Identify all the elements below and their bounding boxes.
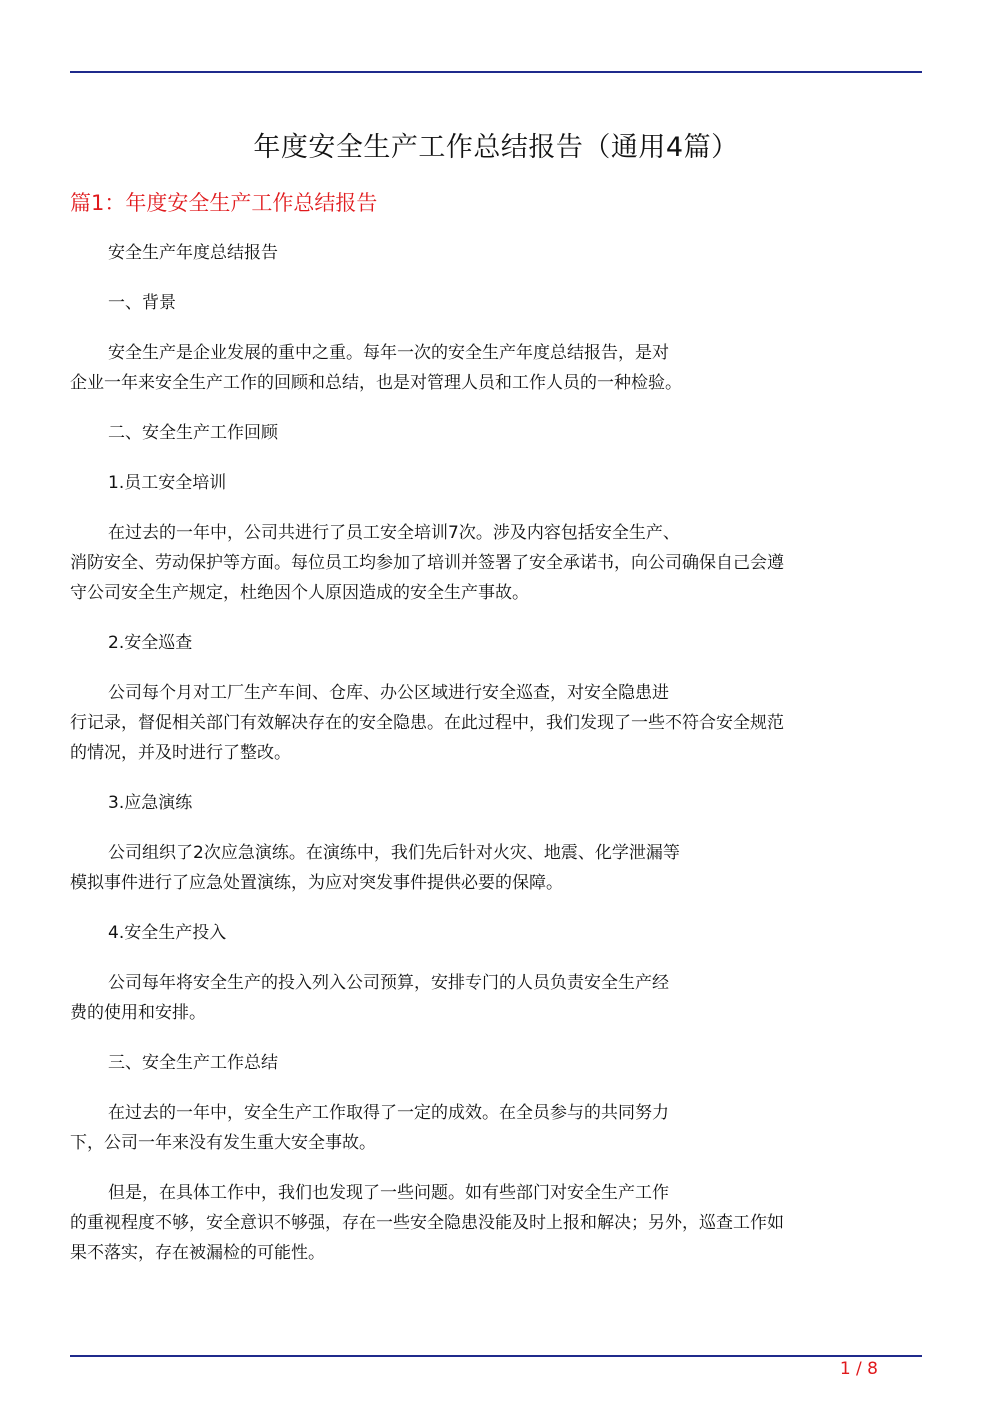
paragraph — [70, 838, 922, 898]
paragraph — [70, 968, 922, 1028]
paragraph-line: 模拟事件进行了应急处置演练，为应对突发事件提供必要的保障。 — [70, 873, 563, 893]
paragraph — [70, 468, 922, 498]
paragraph-line: 在过去的一年中，安全生产工作取得了一定的成效。在全员参与的共同努力 — [108, 1103, 669, 1123]
paragraph-line: 企业一年来安全生产工作的回顾和总结，也是对管理人员和工作人员的一种检验。 — [70, 373, 682, 393]
paragraph — [70, 918, 922, 948]
paragraph-line: 在过去的一年中，公司共进行了员工安全培训7次。涉及内容包括安全生产、 — [108, 523, 680, 543]
paragraph-line: 消防安全、劳动保护等方面。每位员工均参加了培训并签署了安全承诺书，向公司确保自己会遵 — [70, 553, 784, 573]
paragraph — [70, 238, 922, 268]
paragraph-line: 1.员工安全培训 — [108, 473, 227, 493]
paragraph-line: 一、背景 — [108, 293, 176, 313]
paragraph-line: 公司每年将安全生产的投入列入公司预算，安排专门的人员负责安全生产经 — [108, 973, 669, 993]
paragraph-line: 2.安全巡查 — [108, 633, 193, 653]
page-number: 1 / 8 — [839, 1359, 878, 1379]
paragraph-line: 但是，在具体工作中，我们也发现了一些问题。如有些部门对安全生产工作 — [108, 1183, 669, 1203]
paragraph-line: 公司每个月对工厂生产车间、仓库、办公区域进行安全巡查，对安全隐患进 — [108, 683, 669, 703]
footer-rule — [70, 1355, 922, 1357]
document-body — [70, 238, 922, 1288]
paragraph — [70, 1178, 922, 1268]
paragraph-line: 下，公司一年来没有发生重大安全事故。 — [70, 1133, 376, 1153]
paragraph — [70, 418, 922, 448]
paragraph — [70, 628, 922, 658]
paragraph-line: 公司组织了2次应急演练。在演练中，我们先后针对火灾、地震、化学泄漏等 — [108, 843, 680, 863]
paragraph-line: 费的使用和安排。 — [70, 1003, 206, 1023]
document-title: 年度安全生产工作总结报告（通用4篇） — [253, 132, 739, 163]
paragraph-line: 3.应急演练 — [108, 793, 193, 813]
paragraph — [70, 1098, 922, 1158]
paragraph — [70, 788, 922, 818]
paragraph-line: 果不落实，存在被漏检的可能性。 — [70, 1243, 325, 1263]
header-rule — [70, 71, 922, 73]
paragraph — [70, 678, 922, 768]
paragraph-line: 安全生产是企业发展的重中之重。每年一次的安全生产年度总结报告，是对 — [108, 343, 669, 363]
paragraph-line: 行记录，督促相关部门有效解决存在的安全隐患。在此过程中，我们发现了一些不符合安全规范 — [70, 713, 784, 733]
paragraph-line: 安全生产年度总结报告 — [108, 243, 278, 263]
paragraph-line: 的重视程度不够，安全意识不够强，存在一些安全隐患没能及时上报和解决；另外，巡查工作如 — [70, 1213, 784, 1233]
paragraph-line: 二、安全生产工作回顾 — [108, 423, 278, 443]
paragraph — [70, 338, 922, 398]
paragraph — [70, 1048, 922, 1078]
paragraph — [70, 288, 922, 318]
paragraph-line: 守公司安全生产规定，杜绝因个人原因造成的安全生产事故。 — [70, 583, 529, 603]
paragraph-line: 4.安全生产投入 — [108, 923, 227, 943]
section-heading: 篇1：年度安全生产工作总结报告 — [70, 191, 378, 215]
paragraph — [70, 518, 922, 608]
paragraph-line: 的情况，并及时进行了整改。 — [70, 743, 291, 763]
paragraph-line: 三、安全生产工作总结 — [108, 1053, 278, 1073]
